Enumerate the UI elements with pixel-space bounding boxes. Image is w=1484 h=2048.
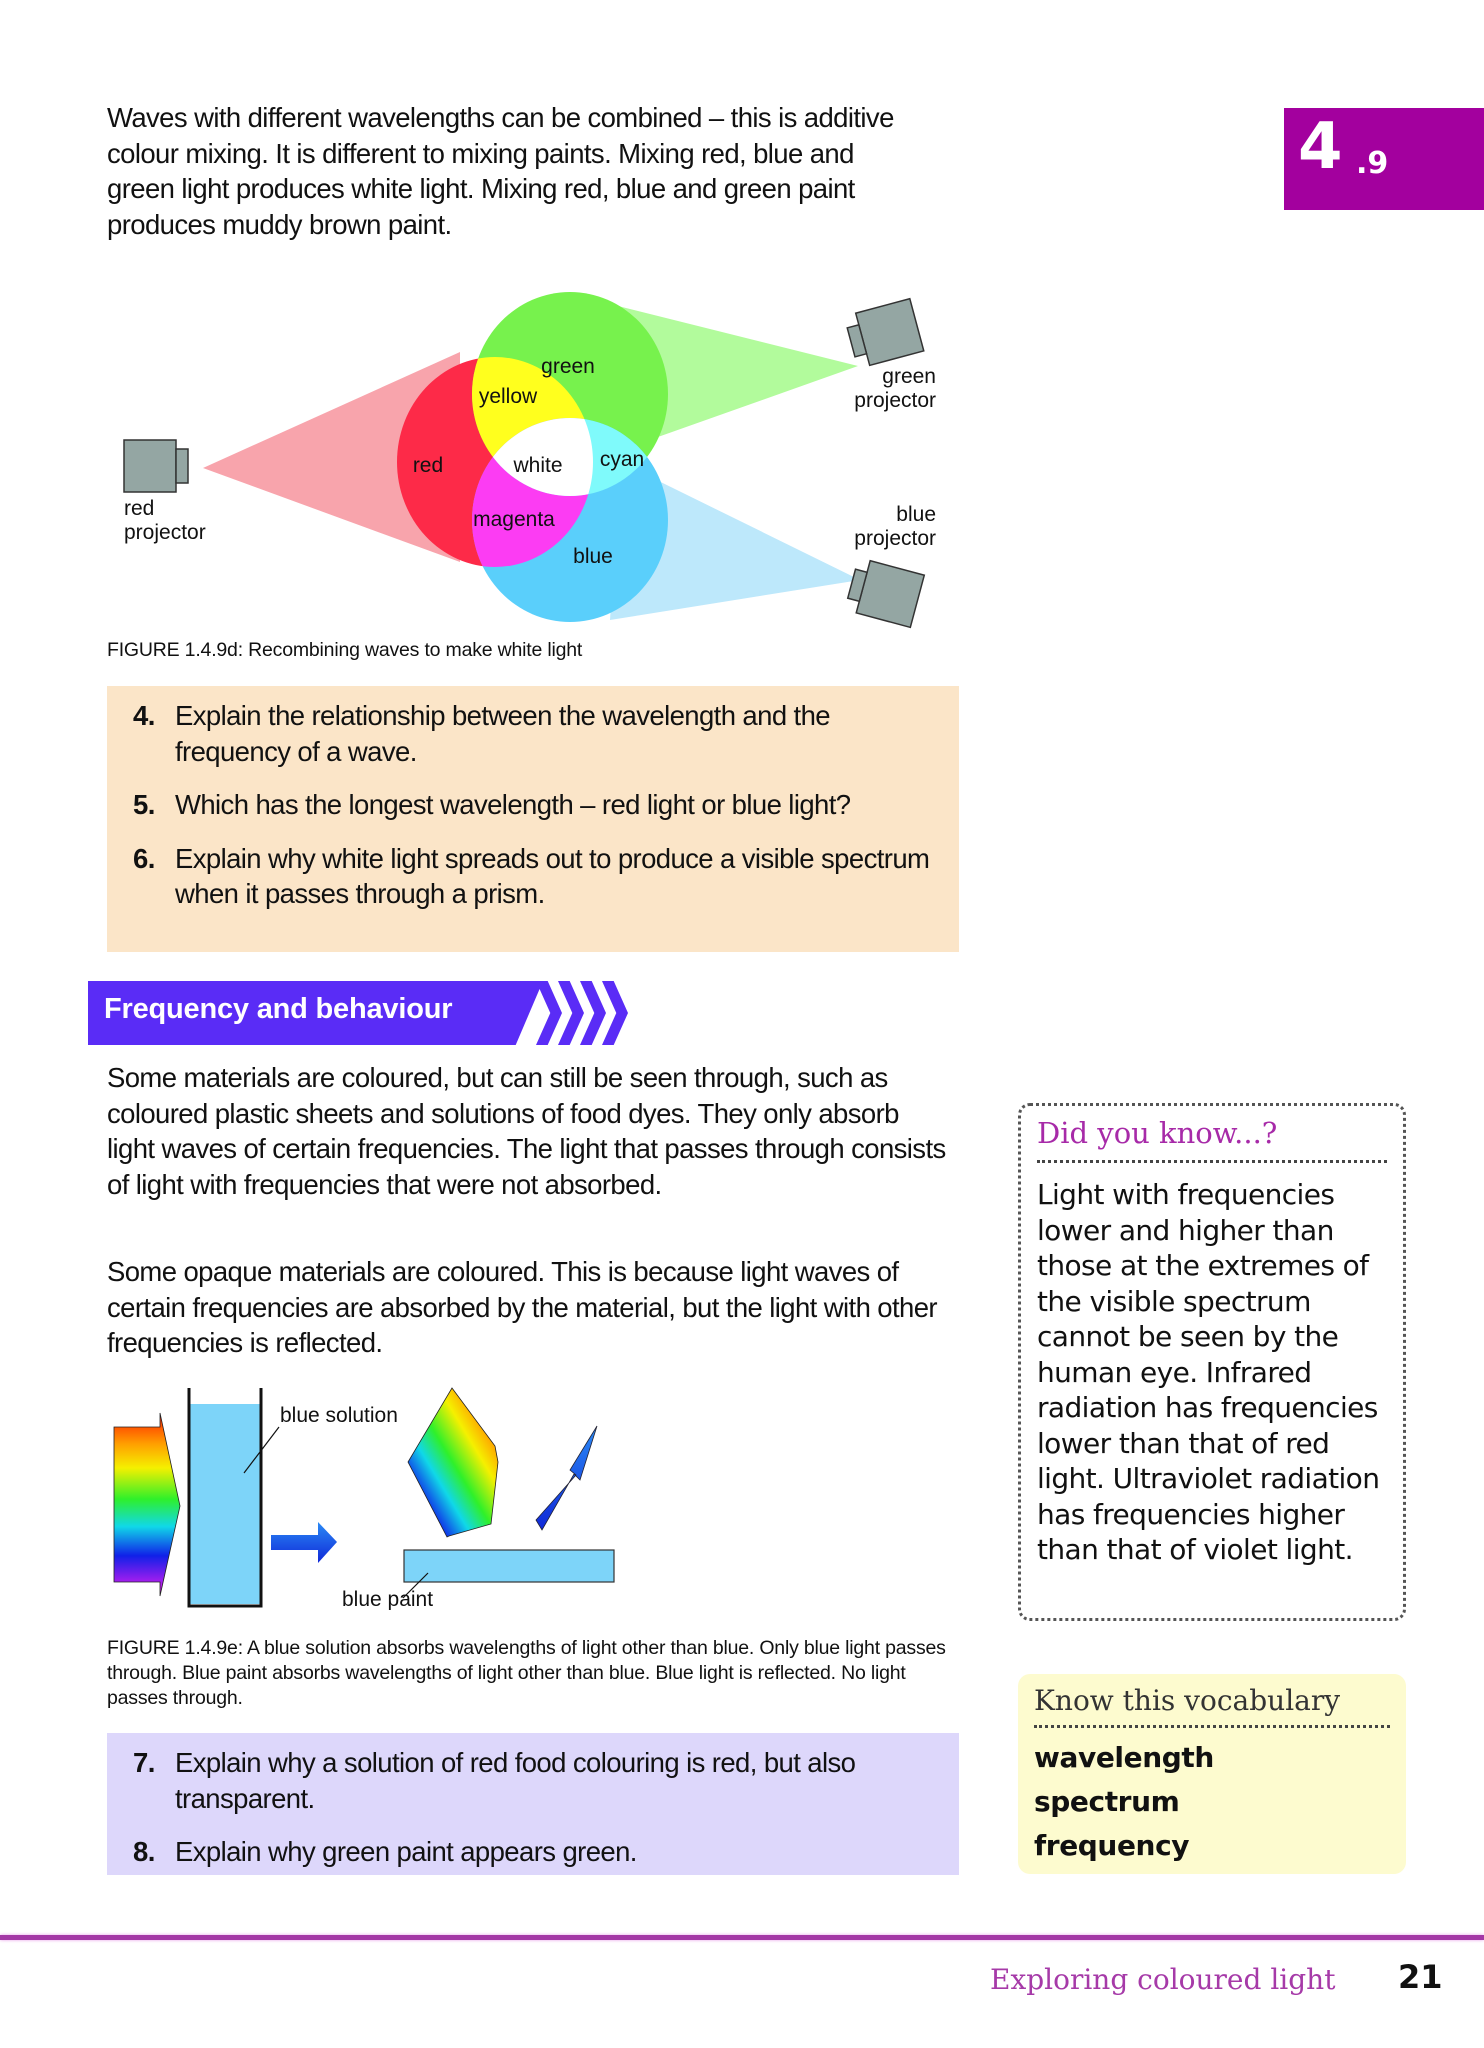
question-6: 6. Explain why white light spreads out to produce a visible spectrum when it passes through a prism.: [133, 842, 930, 909]
vocab-word: wavelength: [1034, 1741, 1214, 1774]
vocab-word: frequency: [1034, 1829, 1190, 1862]
label-red-projector: red: [124, 497, 155, 520]
questions-box-1: [107, 686, 959, 952]
intro-paragraph: Waves with different wavelengths can be combined – this is additive colour mixing. It is different to mixing paints. Mixing red, blue and green light produces white light. Mixing red, blue and green paint produces muddy brown paint.: [107, 102, 894, 240]
section-number: 4: [1298, 110, 1343, 184]
label-blue: blue: [573, 545, 613, 568]
white-light-arrow: [114, 1413, 180, 1596]
figure-d-caption: FIGURE 1.4.9d: Recombining waves to make white light: [107, 639, 583, 661]
blue-paint-strip: [404, 1550, 614, 1582]
question-5: 5. Which has the longest wavelength – red light or blue light?: [133, 789, 851, 820]
svg-text:projector: projector: [854, 389, 936, 412]
label-green-projector: green: [882, 365, 936, 388]
did-you-know-title: Did you know...?: [1037, 1116, 1387, 1163]
figure-e-caption: FIGURE 1.4.9e: A blue solution absorbs wavelengths of light other than blue. Only blue light passes through. Blue paint absorbs wavelengths of light other than blue. Blue light is reflected. No light passes through.: [107, 1637, 946, 1709]
reflected-light-arrow: [536, 1426, 597, 1530]
label-white: white: [513, 454, 563, 477]
figure-absorption: [100, 1370, 960, 1610]
paragraph-opaque: Some opaque materials are coloured. This is because light waves of certain frequencies are absorbed by the material, but the light with other frequencies is reflected.: [107, 1256, 937, 1358]
page-number: 21: [1398, 1958, 1443, 1996]
red-projector-icon: [124, 440, 188, 492]
label-yellow: yellow: [478, 385, 538, 408]
incident-light-arrow: [408, 1388, 498, 1537]
label-magenta: magenta: [473, 508, 555, 531]
vocabulary-box: [1018, 1674, 1406, 1874]
label-blue-projector: blue: [896, 503, 936, 526]
svg-text:projector: projector: [854, 527, 936, 550]
blue-solution-beaker: [189, 1404, 261, 1604]
vocab-word: spectrum: [1034, 1785, 1180, 1818]
section-heading: [88, 981, 628, 1045]
question-7: 7. Explain why a solution of red food colouring is red, but also transparent.: [133, 1747, 856, 1814]
paragraph-transparent: Some materials are coloured, but can still be seen through, such as coloured plastic sheets and solutions of food dyes. They only absorb light waves of certain frequencies. The light that passes through consists of light with frequencies that were not absorbed.: [107, 1062, 946, 1200]
label-blue-paint: blue paint: [342, 1588, 434, 1610]
section-number-tab: [1284, 108, 1484, 210]
blue-light-arrow: [271, 1522, 337, 1563]
label-cyan: cyan: [599, 448, 645, 471]
section-subnumber: .9: [1356, 146, 1389, 181]
footer-divider: [0, 1935, 1484, 1940]
figure-colour-mixing: [100, 290, 960, 670]
question-4: 4. Explain the relationship between the wavelength and the frequency of a wave.: [133, 700, 830, 767]
blue-projector-icon: [845, 558, 925, 628]
section-heading-title: Frequency and behaviour: [104, 993, 453, 1025]
green-projector-icon: [844, 299, 924, 369]
label-blue-solution: blue solution: [280, 1404, 398, 1427]
question-8: 8. Explain why green paint appears green.: [133, 1836, 637, 1867]
footer-chapter-title: Exploring coloured light: [990, 1963, 1336, 1996]
did-you-know-text: Light with frequencies lower and higher than those at the extremes of the visible spectrum cannot be seen by the human eye. Infrared radiation has frequencies lower than that of red light. Ultraviolet radiation has frequencies higher than that of violet light.: [1037, 1178, 1380, 1566]
svg-text:projector: projector: [124, 521, 206, 544]
label-red: red: [412, 454, 444, 477]
vocabulary-title: Know this vocabulary: [1034, 1684, 1390, 1728]
chevron-icon: [536, 981, 562, 1045]
label-green: green: [541, 355, 595, 378]
questions-box-2: [107, 1733, 959, 1875]
did-you-know-box: [1018, 1103, 1406, 1621]
